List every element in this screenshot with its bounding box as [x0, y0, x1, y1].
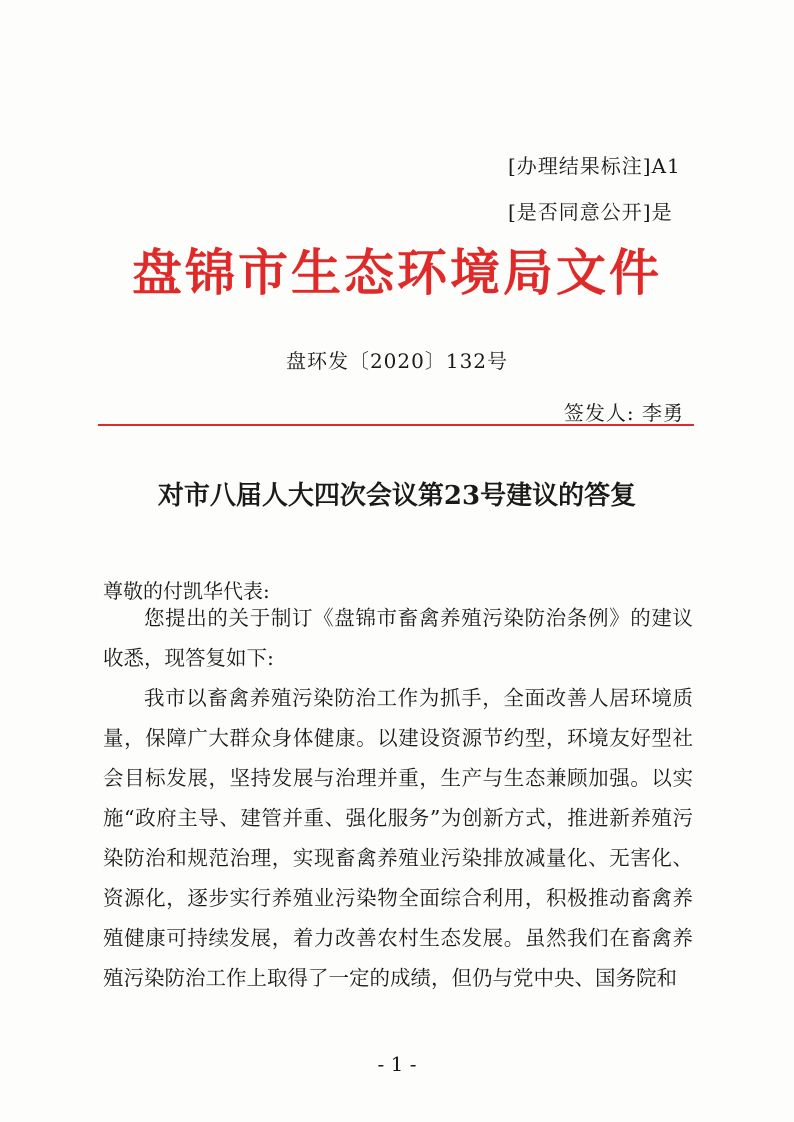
signer: 签发人: 李勇 [563, 401, 684, 425]
document-subject: 对市八届人大四次会议第23号建议的答复 [157, 481, 637, 511]
result-mark-annotation: [办理结果标注]A1 [508, 154, 681, 178]
public-consent-annotation: [是否同意公开]是 [508, 200, 673, 224]
body-paragraph: 我市以畜禽养殖污染防治工作为抓手，全面改善人居环境质量，保障广大群众身体健康。以建设资源节约型，环境友好型社会目标发展，坚持发展与治理并重，生产与生态兼顾加强。以实施“政府主导、建管并重、强化服务”为创新方式，推进新养殖污染防治和规范治理，实现畜禽养殖业污染排放减量化、无害化、资源化，逐步实行养殖业污染物全面综合利用，积极推动畜禽养殖健康可持续发展，着力改善农村生态发展。虽然我们在畜禽养殖污染防治工作上取得了一定的成绩，但仍与党中央、国务院和 [103, 686, 693, 990]
salutation: 尊敬的付凯华代表: [103, 579, 270, 603]
red-separator-line [98, 424, 694, 426]
issuing-authority-title: 盘锦市生态环境局文件 [132, 244, 662, 302]
page-number: - 1 - [377, 1052, 417, 1076]
body-paragraph: 您提出的关于制订《盘锦市畜禽养殖污染防治条例》的建议收悉，现答复如下: [103, 606, 693, 670]
document-number: 盘环发〔2020〕132号 [285, 349, 509, 373]
